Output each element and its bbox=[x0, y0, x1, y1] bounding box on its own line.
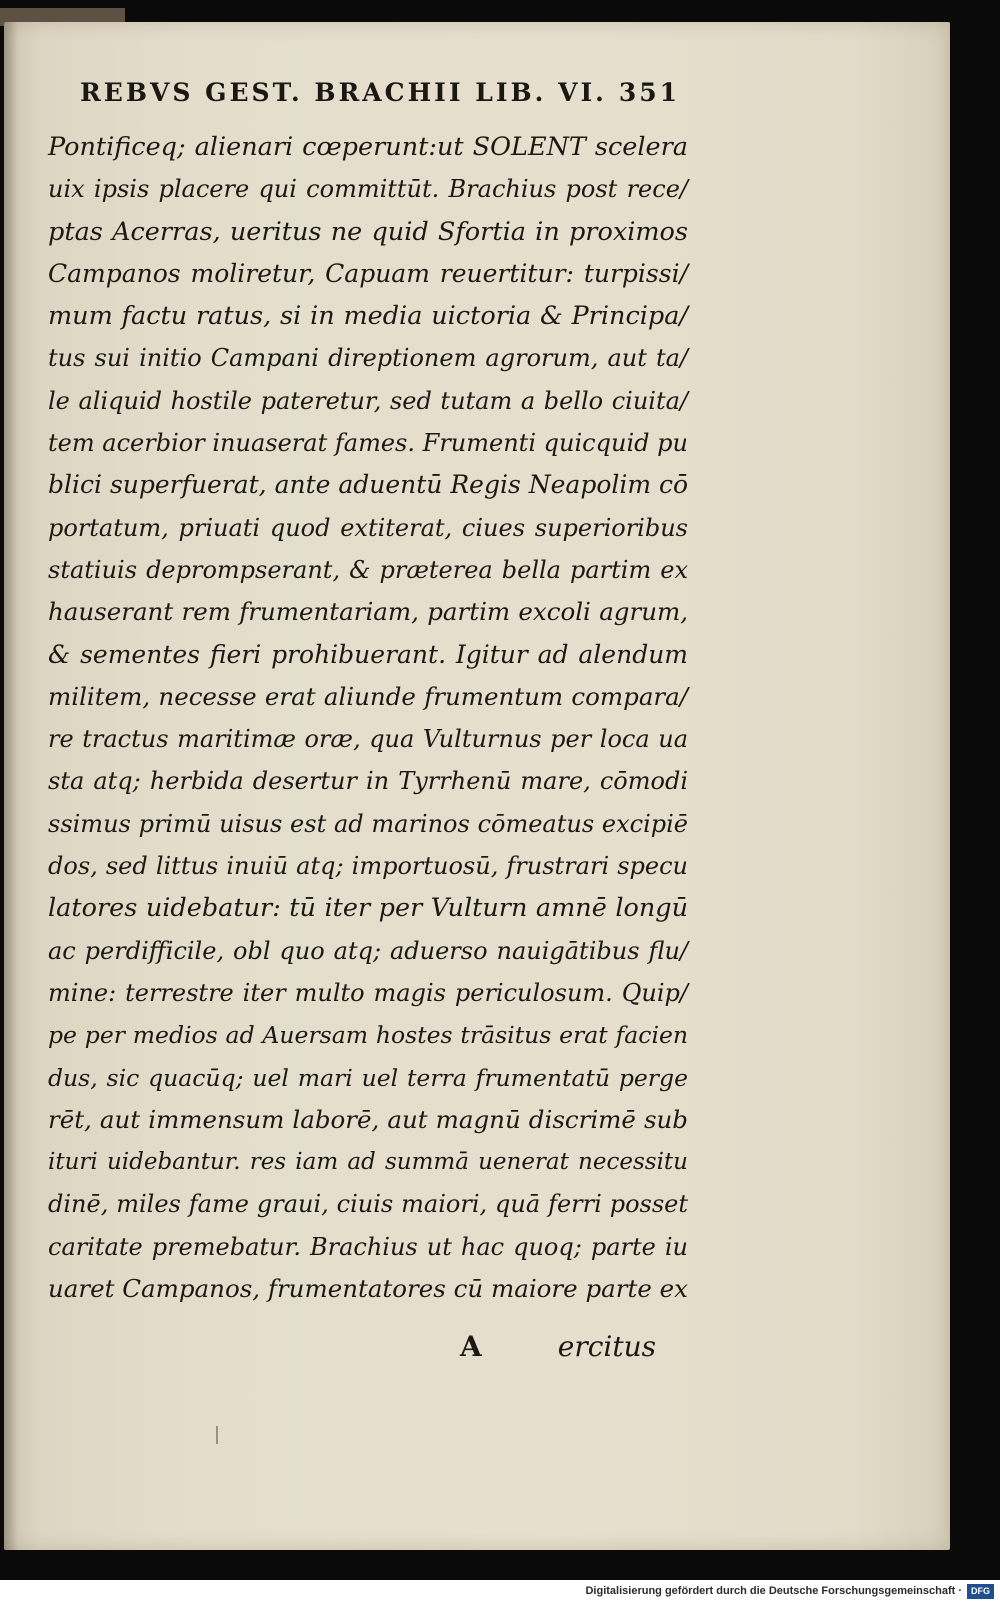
catchword-line bbox=[460, 1330, 660, 1370]
text-line: tem acerbior inuaserat fames. Frumenti quicquid pu bbox=[48, 429, 688, 458]
text-line: Campanos moliretur, Capuam reuertitur: turpissi/ bbox=[48, 258, 688, 288]
text-line: uix ipsis placere qui committūt. Brachius post rece/ bbox=[48, 175, 688, 204]
text-line: militem, necesse erat aliunde frumentum compara/ bbox=[48, 681, 688, 711]
text-line: & sementes fieri prohibuerant. Igitur ad alendum bbox=[48, 639, 688, 669]
text-line: sta atq; herbida desertur in Tyrrhenū mare, cōmodi bbox=[48, 767, 688, 796]
gutter-shadow bbox=[4, 22, 18, 1550]
funding-credit: Digitalisierung gefördert durch die Deutsche Forschungsgemeinschaft · bbox=[585, 1585, 962, 1597]
running-head bbox=[80, 78, 680, 107]
text-line: mine: terrestre iter multo magis periculosum. Quip/ bbox=[48, 978, 688, 1007]
text-line: le aliquid hostile pateretur, sed tutam a bello ciuita/ bbox=[48, 386, 688, 415]
text-line: portatum, priuati quod extiterat, ciues superioribus bbox=[48, 513, 688, 542]
text-line: tus sui initio Campani direptionem agrorum, aut ta/ bbox=[48, 344, 688, 373]
text-line: re tractus maritimæ oræ, qua Vulturnus per loca ua bbox=[48, 725, 688, 754]
text-line: ptas Acerras, ueritus ne quid Sfortia in proximos bbox=[48, 216, 688, 247]
catchword: ercitus bbox=[557, 1330, 656, 1363]
text-line: statiuis deprompserant, & præterea bella partim ex bbox=[48, 555, 688, 584]
pencil-mark bbox=[216, 1426, 218, 1444]
signature-mark: A bbox=[460, 1330, 482, 1363]
text-line: ac perdifficile, obl quo atq; aduerso nauigātibus flu/ bbox=[48, 936, 688, 965]
text-line: caritate premebatur. Brachius ut hac quoq; parte iu bbox=[48, 1232, 688, 1261]
text-line: latores uidebatur: tū iter per Vulturn amnē longū bbox=[48, 893, 688, 924]
text-line: mum factu ratus, si in media uictoria & Principa/ bbox=[48, 301, 688, 332]
text-line: ssimus primū uisus est ad marinos cōmeatus excipiē bbox=[48, 809, 688, 838]
dfg-logo: DFG bbox=[967, 1584, 994, 1599]
footer-bar bbox=[0, 1580, 1000, 1605]
running-head-title: REBVS GEST. BRACHII LIB. VI. bbox=[80, 78, 607, 107]
text-line: ituri uidebantur. res iam ad summā uenerat necessitu bbox=[48, 1149, 688, 1176]
text-line: hauserant rem frumentariam, partim excoli agrum, bbox=[48, 597, 688, 627]
text-line: rēt, aut immensum laborē, aut magnū discrimē sub bbox=[48, 1104, 688, 1134]
text-line: Pontificeq; alienari cœperunt:ut SOLENT scelera bbox=[48, 132, 688, 162]
text-line: dos, sed littus inuiū atq; importuosū, frustrari specu bbox=[48, 852, 688, 881]
text-line: dinē, miles fame graui, ciuis maiori, quā ferri posset bbox=[48, 1190, 688, 1219]
text-line: dus, sic quacūq; uel mari uel terra frumentatū perge bbox=[48, 1063, 688, 1092]
text-line: blici superfuerat, ante aduentū Regis Neapolim cō bbox=[48, 470, 689, 500]
body-text bbox=[48, 126, 688, 1310]
page-number: 351 bbox=[618, 78, 680, 107]
text-line: pe per medios ad Auersam hostes trāsitus erat facien bbox=[48, 1021, 688, 1050]
text-line: uaret Campanos, frumentatores cū maiore parte ex bbox=[48, 1274, 688, 1304]
